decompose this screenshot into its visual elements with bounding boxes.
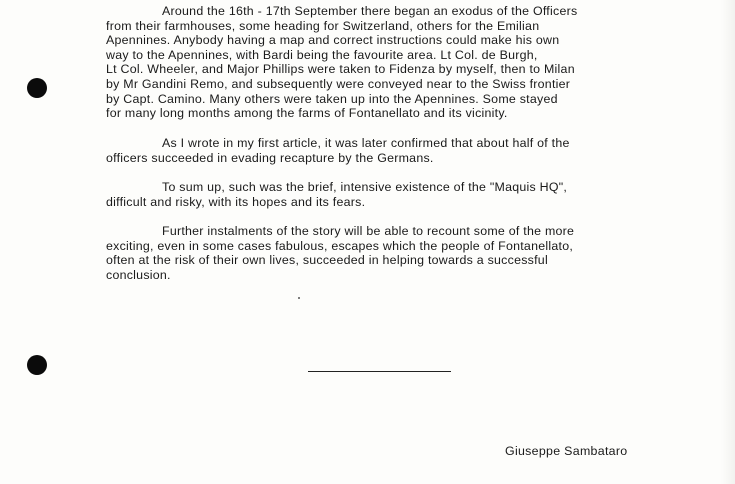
text-line: often at the risk of their own lives, succeeded in helping towards a successful bbox=[106, 253, 548, 268]
page-edge-shadow bbox=[721, 0, 735, 484]
closing-divider-line bbox=[308, 371, 451, 372]
text-line: exciting, even in some cases fabulous, escapes which the people of Fontanellato, bbox=[106, 238, 574, 253]
text-line: Lt Col. Wheeler, and Major Phillips were taken to Fidenza by myself, then to Milan bbox=[106, 62, 575, 77]
text-line: officers succeeded in evading recapture by the Germans. bbox=[106, 150, 434, 165]
text-line: To sum up, such was the brief, intensive existence of the "Maquis HQ", bbox=[162, 180, 568, 194]
text-line: conclusion. bbox=[106, 267, 171, 282]
paper-speck bbox=[298, 297, 300, 299]
text-line: Further instalments of the story will be able to recount some of the more bbox=[162, 224, 575, 238]
text-line: way to the Apennines, with Bardi being the favourite area. Lt Col. de Burgh, bbox=[106, 47, 538, 62]
text-line: from their farmhouses, some heading for Switzerland, others for the Emilian bbox=[106, 18, 540, 33]
paragraph-recapture bbox=[106, 136, 688, 165]
paragraph-exodus bbox=[106, 4, 688, 121]
paragraph-further-instalments bbox=[106, 224, 688, 282]
author-signature: Giuseppe Sambataro bbox=[505, 444, 628, 458]
text-line: by Mr Gandini Remo, and subsequently were conveyed near to the Swiss frontier bbox=[106, 76, 571, 91]
text-line: Around the 16th - 17th September there began an exodus of the Officers bbox=[162, 4, 578, 18]
text-line: As I wrote in my first article, it was later confirmed that about half of the bbox=[162, 136, 570, 150]
binder-hole-top bbox=[27, 78, 47, 98]
binder-hole-bottom bbox=[27, 355, 47, 375]
text-line: difficult and risky, with its hopes and its fears. bbox=[106, 194, 366, 209]
paragraph-summary bbox=[106, 180, 688, 209]
text-line: Apennines. Anybody having a map and correct instructions could make his own bbox=[106, 33, 560, 48]
text-line: for many long months among the farms of Fontanellato and its vicinity. bbox=[106, 106, 508, 121]
text-line: by Capt. Camino. Many others were taken up into the Apennines. Some stayed bbox=[106, 91, 558, 106]
